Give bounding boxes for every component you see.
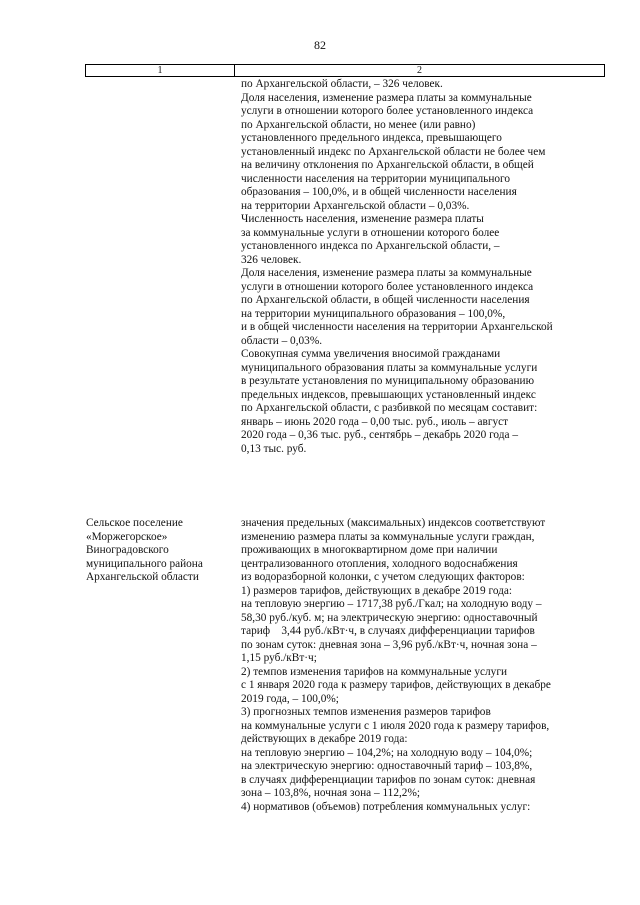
text-line: муниципального района bbox=[86, 557, 203, 570]
text-line: по Архангельской области, – 326 человек. bbox=[241, 78, 443, 90]
text-line: на величину отклонения по Архангельской области, в общей bbox=[241, 159, 534, 171]
text-line: на коммунальные услуги с 1 июля 2020 года к размеру тарифов, bbox=[241, 719, 550, 732]
text-line: 1) размеров тарифов, действующих в декабре 2019 года: bbox=[241, 584, 513, 597]
text-line: действующих в декабре 2019 года: bbox=[241, 733, 408, 745]
text-line: предельных индексов, превышающих установленный индекс bbox=[241, 388, 536, 401]
territory-indicator-text bbox=[241, 517, 551, 814]
text-line: Совокупная сумма увеличения вносимой гражданами bbox=[241, 348, 501, 360]
table-header-col-1: 1 bbox=[86, 65, 235, 76]
table-header-col-2: 2 bbox=[417, 65, 422, 76]
text-line: зона – 103,8%, ночная зона – 112,2%; bbox=[241, 787, 420, 799]
text-line: 3) прогнозных темпов изменения размеров тарифов bbox=[241, 706, 491, 718]
text-line: 2020 года – 0,36 тыс. руб., сентябрь – декабрь 2020 года – bbox=[241, 429, 518, 441]
text-line: 0,13 тыс. руб. bbox=[241, 442, 307, 455]
text-line: тариф 3,44 руб./кВт·ч, в случаях дифференциации тарифов bbox=[241, 625, 535, 637]
text-line: изменению размера платы за коммунальные услуги граждан, bbox=[241, 530, 535, 543]
text-line: 58,30 руб./куб. м; на электрическую энергию: одноставочный bbox=[241, 611, 538, 624]
text-line: с 1 января 2020 года к размеру тарифов, действующих в декабре bbox=[241, 679, 551, 691]
text-line: 326 человек. bbox=[241, 253, 302, 266]
text-line: проживающих в многоквартирном доме при наличии bbox=[241, 544, 498, 556]
text-line: численности населения на территории муниципального bbox=[241, 172, 511, 185]
text-line: январь – июнь 2020 года – 0,00 тыс. руб., июль – август bbox=[241, 415, 509, 428]
text-line: по Архангельской области, но менее (или равно) bbox=[241, 118, 476, 131]
text-line: муниципального образования платы за коммунальные услуги bbox=[241, 361, 538, 374]
territory-name bbox=[86, 517, 203, 585]
text-line: установленного предельного индекса, превышающего bbox=[241, 132, 502, 144]
text-line: 1,15 руб./кВт·ч; bbox=[241, 652, 317, 664]
text-line: Численность населения, изменение размера платы bbox=[241, 213, 484, 225]
text-line: установленный индекс по Архангельской области не более чем bbox=[241, 145, 546, 158]
text-line: из водоразборной колонки, с учетом следующих факторов: bbox=[241, 571, 525, 583]
text-line: Виноградовского bbox=[86, 544, 169, 556]
text-line: Архангельской области bbox=[86, 571, 199, 583]
text-line: значения предельных (максимальных) индексов соответствуют bbox=[241, 517, 546, 529]
text-line: на электрическую энергию: одноставочный тариф – 103,8%, bbox=[241, 760, 533, 772]
continued-indicator-text bbox=[241, 78, 553, 456]
text-line: Доля населения, изменение размера платы за коммунальные bbox=[241, 267, 532, 279]
text-line: за коммунальные услуги в отношении которого более bbox=[241, 226, 500, 239]
text-line: «Моржегорское» bbox=[86, 530, 168, 543]
text-line: установленного индекса по Архангельской области, – bbox=[241, 240, 500, 252]
text-line: образования – 100,0%, и в общей численности населения bbox=[241, 186, 517, 198]
text-line: услуги в отношении которого более установленного индекса bbox=[241, 280, 534, 293]
text-line: и в общей численности населения на территории Архангельской bbox=[241, 321, 553, 333]
text-line: централизованного отопления, холодного водоснабжения bbox=[241, 557, 518, 570]
text-line: 4) нормативов (объемов) потребления коммунальных услуг: bbox=[241, 800, 531, 813]
text-line: услуги в отношении которого более установленного индекса bbox=[241, 105, 534, 117]
text-line: Сельское поселение bbox=[86, 517, 183, 529]
text-line: 2019 года, – 100,0%; bbox=[241, 692, 339, 705]
table-header-row bbox=[85, 64, 605, 77]
text-line: на территории муниципального образования – 100,0%, bbox=[241, 307, 506, 320]
text-line: по зонам суток: дневная зона – 3,96 руб./кВт·ч, ночная зона – bbox=[241, 638, 537, 651]
text-line: в случаях дифференциации тарифов по зонам суток: дневная bbox=[241, 773, 536, 786]
text-line: по Архангельской области, с разбивкой по месяцам составит: bbox=[241, 402, 538, 414]
text-line: в результате установления по муниципальному образованию bbox=[241, 375, 535, 387]
text-line: по Архангельской области, в общей численности населения bbox=[241, 294, 530, 306]
text-line: на тепловую энергию – 1717,38 руб./Гкал; на холодную воду – bbox=[241, 598, 542, 610]
page-number: 82 bbox=[314, 38, 326, 52]
text-line: 2) темпов изменения тарифов на коммунальные услуги bbox=[241, 665, 508, 678]
text-line: на территории Архангельской области – 0,03%. bbox=[241, 199, 470, 212]
text-line: на тепловую энергию – 104,2%; на холодную воду – 104,0%; bbox=[241, 746, 533, 759]
text-line: области – 0,03%. bbox=[241, 334, 323, 347]
text-line: Доля населения, изменение размера платы за коммунальные bbox=[241, 91, 532, 104]
